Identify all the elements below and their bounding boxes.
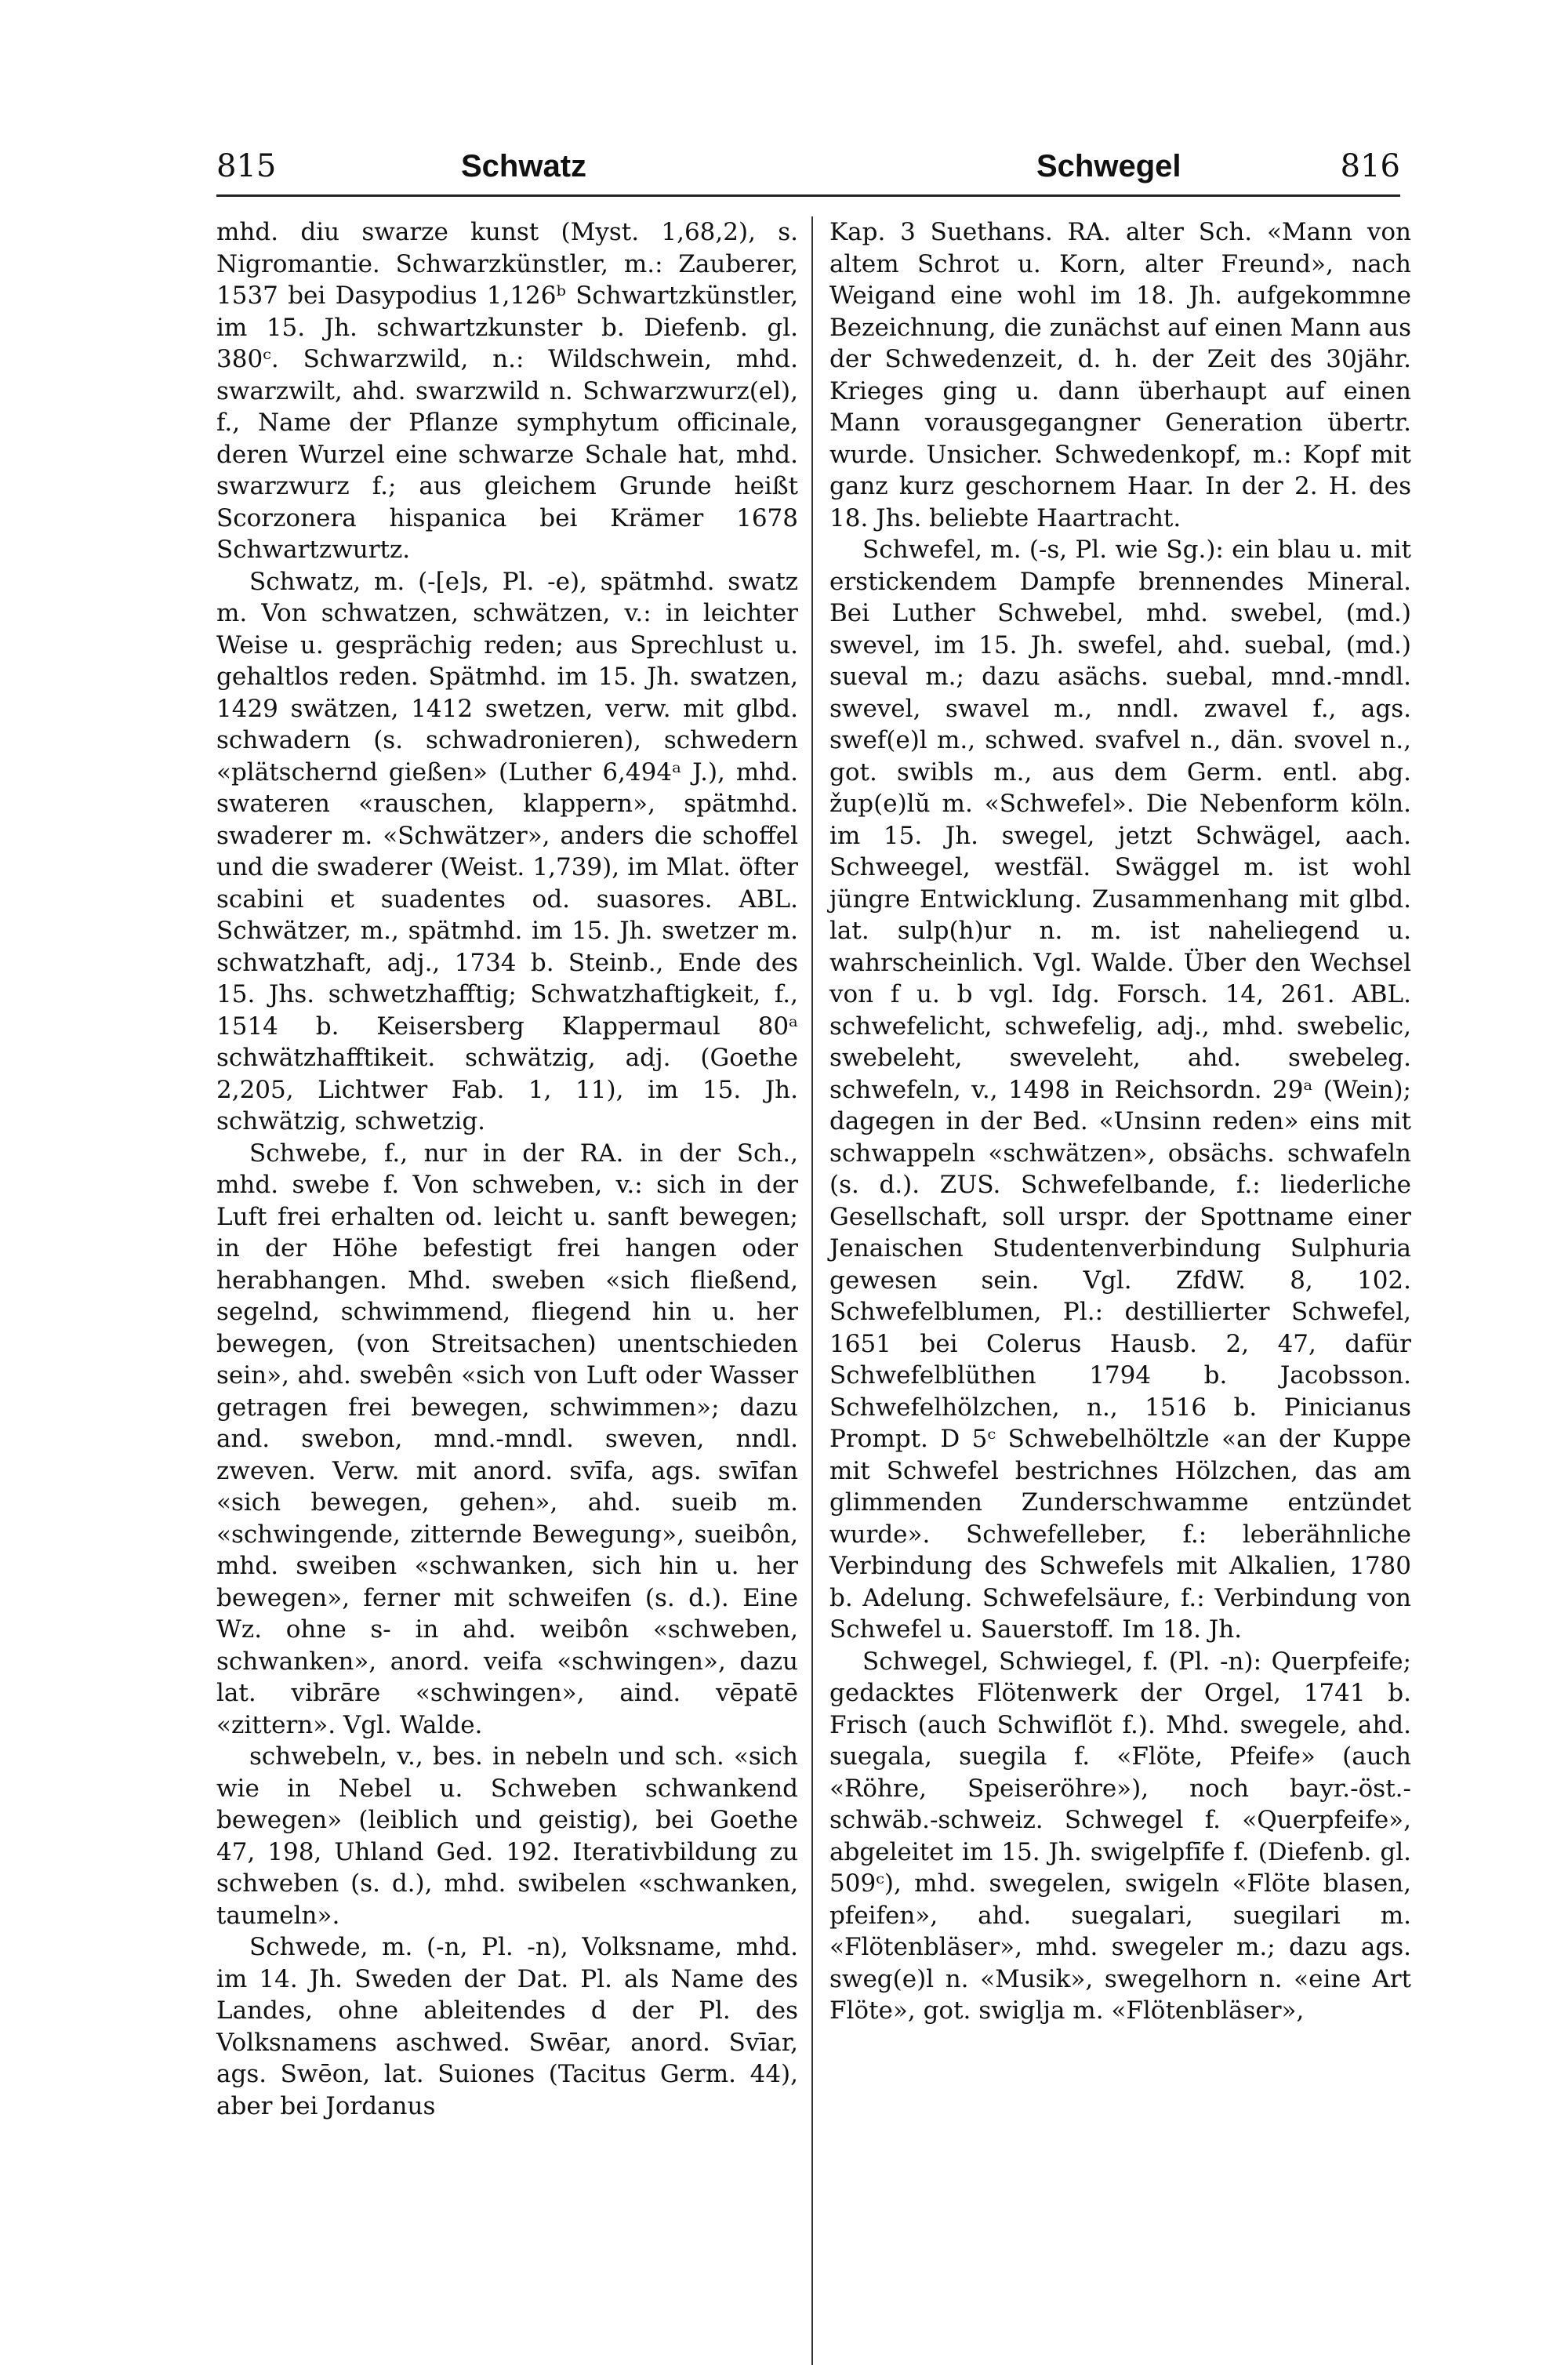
page-number-left: 815 [216, 148, 277, 184]
page-header [216, 144, 1400, 191]
entry-schwebe: Schwebe, f., nur in der RA. in der Sch., mhd. swebe f. Von schweben, v.: sich in der Luft frei erhalten od. leicht u. sanft bewegen; in der Höhe befestigt frei hangen oder herabhangen. Mhd. sweben «sich fließend, segelnd, schwimmend, fliegend hin u. her bewegen, (von Streitsachen) unentschieden sein», ahd. swebên «sich von Luft oder Wasser getragen frei bewegen, schwimmen»; dazu and. swebon, mnd.-mndl. sweven, nndl. zweven. Verw. mit anord. svīfa, ags. swīfan «sich bewegen, gehen», ahd. sueib m. «schwingende, zitternde Bewegung», sueibôn, mhd. sweiben «schwanken, sich hin u. her bewegen», ferner mit schweifen (s. d.). Eine Wz. ohne s- in ahd. weibôn «schweben, schwanken», anord. veifa «schwingen», dazu lat. vibrāre «schwingen», aind. vēpatē «zittern». Vgl. Walde. [216, 1139, 798, 1739]
entry-schwebeln: schwebeln, v., bes. in nebeln und sch. «sich wie in Nebel u. Schweben schwankend bewegen» (leiblich und geistig), bei Goethe 47, 198, Uhland Ged. 192. Iterativbildung zu schweben (s. d.), mhd. swibelen «schwanken, taumeln». [216, 1742, 798, 1930]
entry-schwede-continuation: Kap. 3 Suethans. RA. alter Sch. «Mann von altem Schrot u. Korn, alter Freund», nach Weigand eine wohl im 18. Jh. aufgekommne Bezeichnung, die zunächst auf einen Mann aus der Schwedenzeit, d. h. der Zeit des 30jähr. Krieges ging u. dann überhaupt auf einen Mann vorausgegangner Generation übertr. wurde. Unsicher. Schwedenkopf, m.: Kopf mit ganz kurz geschornem Haar. In der 2. H. des 18. Jhs. beliebte Haartracht. [829, 218, 1411, 532]
entry-schwegel: Schwegel, Schwiegel, f. (Pl. -n): Querpfeife; gedacktes Flötenwerk der Orgel, 1741 b. Frisch (auch Schwiflöt f.). Mhd. swegele, ahd. suegala, suegila f. «Flöte, Pfeife» (auch «Röhre, Speiseröhre»), noch bayr.-öst.-schwäb.-schweiz. Schwegel f. «Querpfeife», abgeleitet im 15. Jh. swigelpfīfe f. (Diefenb. gl. 509ᶜ), mhd. swegelen, swigeln «Flöte blasen, pfeifen», ahd. suegalari, suegilari m. «Flötenbläser», mhd. swegeler m.; dazu ags. sweg(e)l n. «Musik», swegelhorn n. «eine Art Flöte», got. swiglja m. «Flötenbläser», [829, 1647, 1411, 2025]
entry-schwatz: Schwatz, m. (-[e]s, Pl. -e), spätmhd. swatz m. Von schwatzen, schwätzen, v.: in leichter Weise u. gesprächig reden; aus Sprechlust u. gehaltlos reden. Spätmhd. im 15. Jh. swatzen, 1429 swätzen, 1412 swetzen, verw. mit glbd. schwadern (s. schwadronieren), schwedern «plätschernd gießen» (Luther 6,494ᵃ J.), mhd. swateren «rauschen, klappern», spätmhd. swaderer m. «Schwätzer», anders die schoffel und die swaderer (Weist. 1,739), im Mlat. öfter scabini et suadentes od. suasores. ABL. Schwätzer, m., spätmhd. im 15. Jh. swetzer m. schwatzhaft, adj., 1734 b. Steinb., Ende des 15. Jhs. schwetzhafftig; Schwatzhaftigkeit, f., 1514 b. Keisersberg Klappermaul 80ᵃ schwätzhafftikeit. schwätzig, adj. (Goethe 2,205, Lichtwer Fab. 1, 11), im 15. Jh. schwätzig, schwetzig. [216, 567, 798, 1135]
entry-continuation: mhd. diu swarze kunst (Myst. 1,68,2), s. Nigromantie. Schwarzkünstler, m.: Zauberer, 1537 bei Dasypodius 1,126ᵇ Schwartzkünstler, im 15. Jh. schwartzkunster b. Diefenb. gl. 380ᶜ. Schwarzwild, n.: Wildschwein, mhd. swarzwilt, ahd. swarzwild n. Schwarzwurz(el), f., Name der Pflanze symphytum officinale, deren Wurzel eine schwarze Schale hat, mhd. swarzwurz f.; aus gleichem Grunde heißt Scorzonera hispanica bei Krämer 1678 Schwartzwurtz. [216, 218, 798, 564]
entry-schwefel: Schwefel, m. (-s, Pl. wie Sg.): ein blau u. mit erstickendem Dampfe brennendes Mineral. Bei Luther Schwebel, mhd. swebel, (md.) swevel, im 15. Jh. swefel, ahd. suebal, (md.) sueval m.; dazu asächs. suebal, mnd.-mndl. swevel, swavel m., nndl. zwavel f., ags. swef(e)l m., schwed. svafvel n., dän. svovel n., got. swibls m., aus dem Germ. entl. abg. žup(e)lŭ m. «Schwefel». Die Nebenform köln. im 15. Jh. swegel, jetzt Schwägel, aach. Schweegel, westfäl. Swäggel m. ist wohl jüngre Entwicklung. Zusammenhang mit glbd. lat. sulp(h)ur n. m. ist naheliegend u. wahrscheinlich. Vgl. Walde. Über den Wechsel von f u. b vgl. Idg. Forsch. 14, 261. ABL. schwefelicht, schwefelig, adj., mhd. swebelic, swebeleht, sweveleht, ahd. swebeleg. schwefeln, v., 1498 in Reichsordn. 29ᵃ (Wein); dagegen in der Bed. «Unsinn reden» eins mit schwappeln «schwätzen», obsächs. schwafeln (s. d.). ZUS. Schwefelbande, f.: liederliche Gesellschaft, soll urspr. der Spottname einer Jenaischen Studentenverbindung Sulphuria gewesen sein. Vgl. ZfdW. 8, 102. Schwefelblumen, Pl.: destillierter Schwefel, 1651 bei Colerus Hausb. 2, 47, dafür Schwefelblüthen 1794 b. Jacobsson. Schwefelhölzchen, n., 1516 b. Pinicianus Prompt. D 5ᶜ Schwebelhöltzle «an der Kuppe mit Schwefel bestrichnes Hölzchen, das am glimmenden Zunderschwamme entzündet wurde». Schwefelleber, f.: leberähnliche Verbindung des Schwefels mit Alkalien, 1780 b. Adelung. Schwefelsäure, f.: Verbindung von Schwefel u. Sauerstoff. Im 18. Jh. [829, 536, 1411, 1644]
entry-schwede: Schwede, m. (-n, Pl. -n), Volksname, mhd. im 14. Jh. Sweden der Dat. Pl. als Name des Landes, ohne ableitendes d der Pl. des Volksnamens aschwed. Swēar, anord. Svīar, ags. Swēon, lat. Suiones (Tacitus Germ. 44), aber bei Jordanus [216, 1933, 798, 2120]
headword-right: Schwegel [1036, 149, 1181, 183]
page-number-right: 816 [1340, 148, 1400, 184]
left-column [216, 216, 798, 2122]
column-divider [811, 216, 813, 2365]
header-rule [216, 194, 1400, 197]
headword-left: Schwatz [461, 149, 587, 183]
right-column [829, 216, 1411, 2027]
